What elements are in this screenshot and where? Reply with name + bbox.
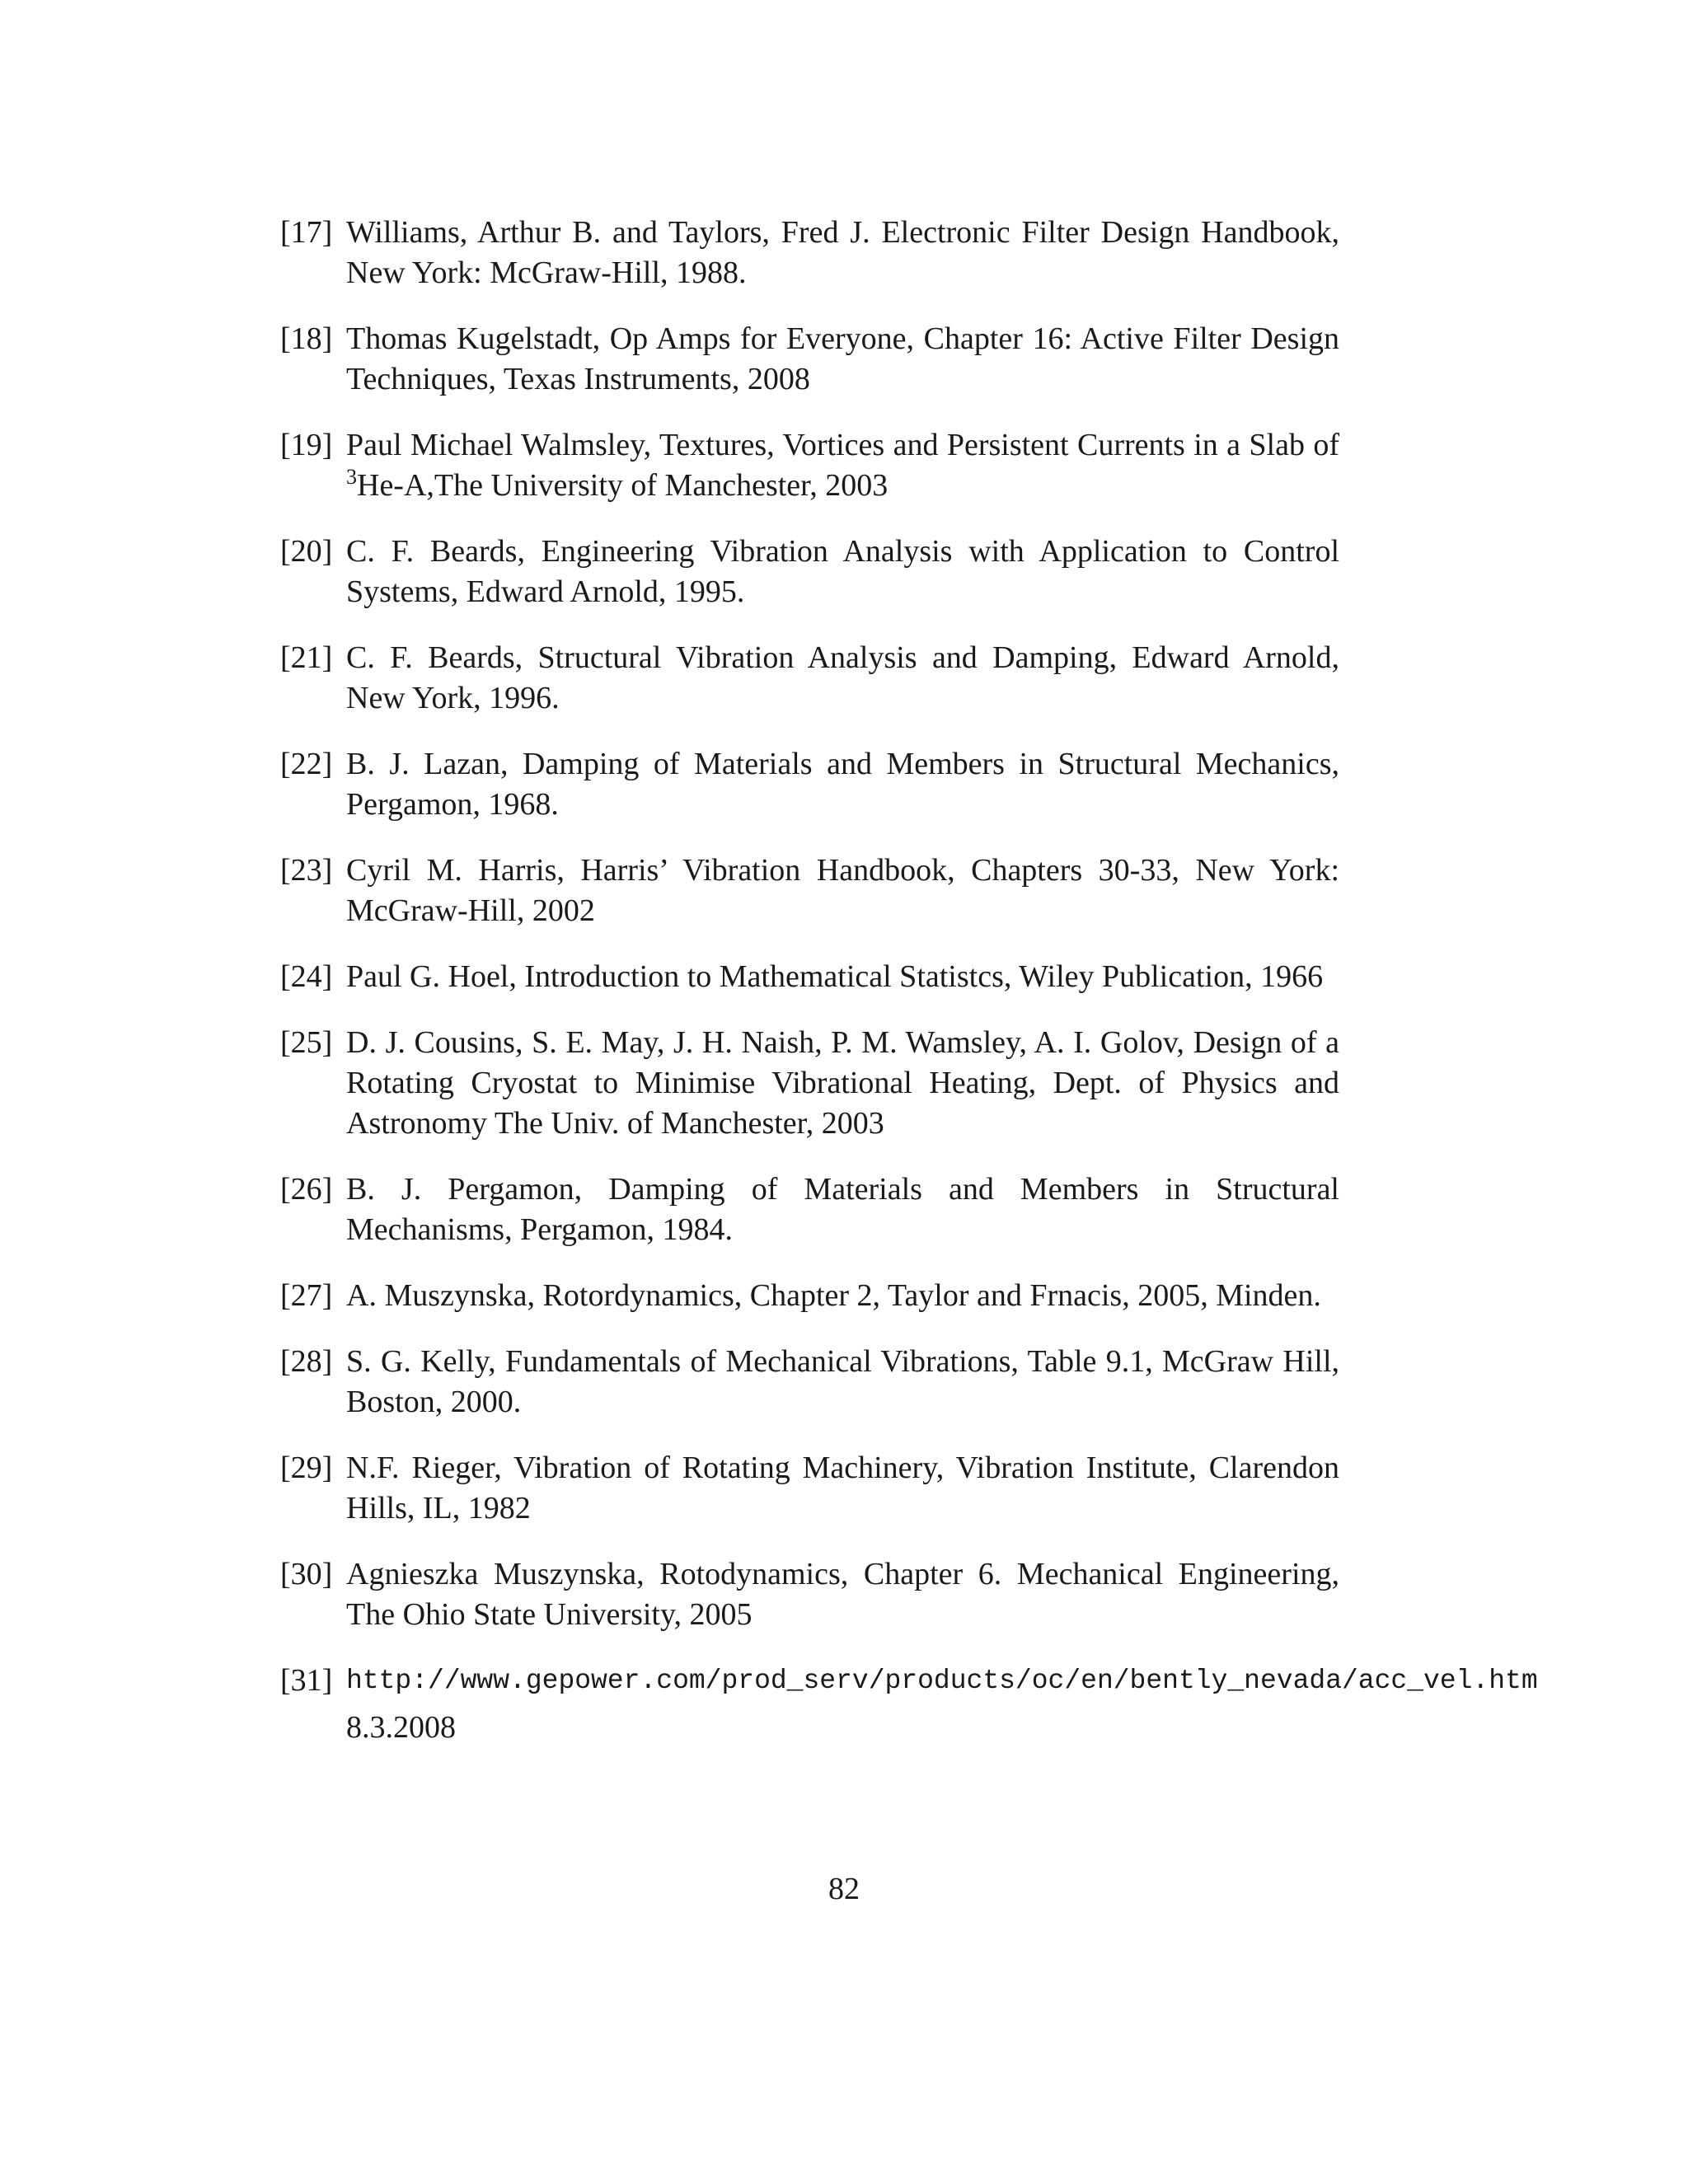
reference-text: Agnieszka Muszynska, Rotodynamics, Chapter 6. Mechanical Engineering, The Ohio State University, 2005 xyxy=(346,1557,1339,1632)
reference-item xyxy=(280,851,1339,931)
reference-item xyxy=(280,1276,1339,1316)
reference-item xyxy=(280,213,1339,293)
reference-text: C. F. Beards, Engineering Vibration Analysis with Application to Control Systems, Edward Arnold, 1995. xyxy=(346,534,1339,609)
reference-text: D. J. Cousins, S. E. May, J. H. Naish, P. M. Wamsley, A. I. Golov, Design of a Rotating Cryostat to Minimise Vibrational Heating, Dept. of Physics and Astronomy The Univ. of Manchester, 2003 xyxy=(346,1025,1339,1141)
reference-number: [25] xyxy=(280,1025,333,1060)
reference-list xyxy=(280,213,1538,1774)
reference-item xyxy=(280,1023,1339,1144)
reference-number: [23] xyxy=(280,853,333,888)
reference-number: [28] xyxy=(280,1344,333,1379)
reference-number: [26] xyxy=(280,1172,333,1207)
reference-url: http://www.gepower.com/prod_serv/products/oc/en/bently_nevada/acc_vel.htm xyxy=(346,1666,1538,1696)
reference-item xyxy=(280,1448,1339,1529)
reference-item xyxy=(280,957,1339,997)
reference-number: [24] xyxy=(280,959,333,994)
reference-item xyxy=(280,1169,1339,1250)
reference-text: Cyril M. Harris, Harris’ Vibration Handbook, Chapters 30-33, New York: McGraw-Hill, 2002 xyxy=(346,853,1339,928)
reference-text: S. G. Kelly, Fundamentals of Mechanical Vibrations, Table 9.1, McGraw Hill, Boston, 2000. xyxy=(346,1344,1339,1419)
reference-text-part: He-A,The University of Manchester, 2003 xyxy=(357,468,889,503)
reference-text: Paul G. Hoel, Introduction to Mathematical Statistcs, Wiley Publication, 1966 xyxy=(346,959,1324,994)
reference-text: B. J. Lazan, Damping of Materials and Members in Structural Mechanics, Pergamon, 1968. xyxy=(346,747,1339,822)
reference-number: [30] xyxy=(280,1557,333,1591)
reference-item xyxy=(280,425,1339,506)
reference-text xyxy=(346,425,1339,506)
reference-text: B. J. Pergamon, Damping of Materials and Members in Structural Mechanisms, Pergamon, 1984. xyxy=(346,1172,1339,1247)
reference-text: N.F. Rieger, Vibration of Rotating Machinery, Vibration Institute, Clarendon Hills, IL, 1982 xyxy=(346,1451,1339,1526)
reference-number: [19] xyxy=(280,428,333,462)
reference-number: [18] xyxy=(280,321,333,356)
reference-item xyxy=(280,532,1339,612)
reference-item xyxy=(280,1661,1538,1748)
superscript: 3 xyxy=(346,465,357,489)
reference-number: [31] xyxy=(280,1663,333,1698)
reference-number: [27] xyxy=(280,1278,333,1313)
reference-item xyxy=(280,638,1339,719)
reference-text: C. F. Beards, Structural Vibration Analysis and Damping, Edward Arnold, New York, 1996. xyxy=(346,640,1339,715)
reference-number: [21] xyxy=(280,640,333,675)
reference-date: 8.3.2008 xyxy=(346,1710,456,1745)
reference-item xyxy=(280,1554,1339,1635)
reference-text: Thomas Kugelstadt, Op Amps for Everyone, Chapter 16: Active Filter Design Techniques, Texas Instruments, 2008 xyxy=(346,321,1339,396)
reference-item xyxy=(280,744,1339,825)
reference-text-part: Paul Michael Walmsley, Textures, Vortices and Persistent Currents in a Slab of xyxy=(346,428,1339,462)
reference-number: [20] xyxy=(280,534,333,569)
reference-number: [29] xyxy=(280,1451,333,1485)
reference-text: A. Muszynska, Rotordynamics, Chapter 2, Taylor and Frnacis, 2005, Minden. xyxy=(346,1278,1321,1313)
reference-number: [17] xyxy=(280,215,333,250)
reference-item xyxy=(280,1342,1339,1422)
reference-number: [22] xyxy=(280,747,333,781)
page-number: 82 xyxy=(828,1872,860,1906)
reference-text: Williams, Arthur B. and Taylors, Fred J. Electronic Filter Design Handbook, New York: McGraw-Hill, 1988. xyxy=(346,215,1339,290)
reference-item xyxy=(280,319,1339,400)
